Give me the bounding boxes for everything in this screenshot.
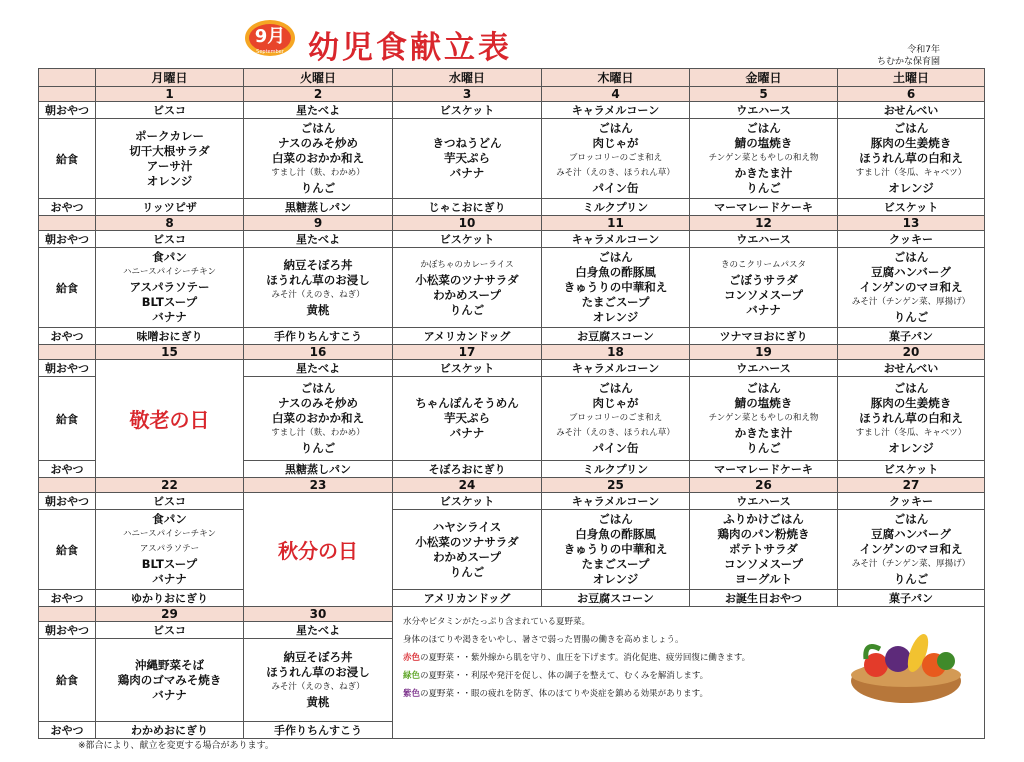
lunch-item: 白身魚の酢豚風 [575,527,656,541]
afternoon-snack-cell: ゆかりおにぎり [96,590,244,607]
note-text: の夏野菜・・利尿や発汗を促し、体の調子を整えて、むくみを解消します。 [420,671,709,681]
afternoon-snack-cell: お豆腐スコーン [542,590,690,607]
nursery-name: ちむかな保育園 [876,57,940,67]
row-label-snack: おやつ [39,722,96,739]
afternoon-snack-cell: ツナマヨおにぎり [690,328,838,345]
lunch-item: かきたま汁 [734,426,793,440]
row-label-snack: おやつ [39,461,96,478]
date-cell: 9 [244,216,393,231]
day-header: 土曜日 [838,69,985,87]
afternoon-snack-cell: そぼろおにぎり [393,461,542,478]
afternoon-snack-cell: ビスケット [838,199,985,216]
lunch-item: オレンジ [888,441,934,455]
day-header: 火曜日 [244,69,393,87]
lunch-item: ナスのみそ炒め [277,396,359,410]
lunch-item: 芋天ぷら [444,151,490,165]
date-cell: 1 [96,87,244,102]
date-cell: 23 [244,478,393,493]
lunch-cell [542,377,690,461]
note-text: 緑色 [403,671,421,681]
afternoon-snack-cell: 味噌おにぎり [96,328,244,345]
date-cell: 19 [690,345,838,360]
lunch-item: ごはん [598,381,633,395]
lunch-cell [542,248,690,328]
morning-snack-cell: ウエハース [690,493,838,510]
lunch-cell [838,248,985,328]
lunch-item: バナナ [449,166,485,180]
era-year: 令和7年 [907,45,940,55]
lunch-item: 豆腐ハンバーグ [871,265,951,279]
morning-snack-cell: 星たべよ [244,360,393,377]
lunch-item: オレンジ [592,310,639,324]
lunch-item: パイン缶 [592,181,639,195]
lunch-item: ナスのみそ炒め [277,136,359,150]
note-text: 身体のほてりや渇きをいやし、暑さで弱った胃腸の働きを高めましょう。 [403,635,684,645]
date-cell: 26 [690,478,838,493]
lunch-item: 黄桃 [306,695,330,709]
lunch-item: 納豆そぼろ丼 [283,257,353,272]
lunch-item: 納豆そぼろ丼 [283,650,353,664]
afternoon-snack-cell: 黒糖蒸しパン [244,461,393,478]
lunch-item: 切干大根サラダ [129,143,210,158]
lunch-item: 食パン [152,250,187,264]
morning-snack-cell: キャラメルコーン [542,102,690,119]
holiday-cell: 敬老の日 [96,360,244,478]
lunch-item: パイン缶 [592,441,639,455]
lunch-item: 肉じゃが [592,396,639,410]
row-label-morning: 朝おやつ [39,493,96,510]
date-cell: 17 [393,345,542,360]
lunch-item: インゲンのマヨ和え [859,542,963,556]
menu-table [38,68,985,739]
lunch-item: ごはん [893,512,929,526]
row-label-lunch: 給食 [39,248,96,328]
lunch-item: すまし汁（冬瓜、キャベツ） [855,168,967,178]
afternoon-snack-cell: お豆腐スコーン [542,328,690,345]
lunch-item: アーサ汁 [146,158,193,173]
lunch-item: バナナ [152,310,187,324]
lunch-item: オレンジ [146,173,193,188]
lunch-item: ふりかけごはん [723,512,804,526]
lunch-item: バナナ [152,687,187,702]
vegetable-basket-icon [846,619,966,709]
date-row-label [39,216,96,231]
lunch-item: きゅうりの中華和え [563,542,668,556]
morning-snack-cell: 星たべよ [244,622,393,639]
lunch-item: BLTスープ [141,295,198,309]
row-label-lunch: 給食 [39,510,96,590]
date-cell: 11 [542,216,690,231]
lunch-cell [96,510,244,590]
lunch-item: アスパラソテー [139,544,200,554]
afternoon-snack-cell: 手作りちんすこう [244,328,393,345]
date-row-label [39,87,96,102]
morning-snack-cell: ビスコ [96,622,244,639]
date-cell: 15 [96,345,244,360]
morning-snack-cell: 星たべよ [244,231,393,248]
lunch-item: ごはん [300,121,336,135]
lunch-item: ほうれん草のお浸し [266,665,370,679]
morning-snack-cell: ビスケット [393,102,542,119]
lunch-item: バナナ [152,572,187,586]
lunch-cell [96,119,244,199]
lunch-cell [393,248,542,328]
lunch-cell [244,639,393,722]
date-cell: 22 [96,478,244,493]
lunch-item: 白菜のおかか和え [272,151,364,165]
morning-snack-cell: ビスケット [393,360,542,377]
row-label-snack: おやつ [39,328,96,345]
lunch-item: 小松菜のツナサラダ [415,534,519,549]
header-meta [877,44,940,68]
lunch-item: チンゲン菜ともやしの和え物 [708,153,819,163]
lunch-cell [838,510,985,590]
lunch-item: オレンジ [592,572,639,586]
lunch-item: りんご [893,310,929,324]
lunch-cell [690,119,838,199]
lunch-item: ほうれん草のお浸し [266,272,370,287]
holiday-cell: 秋分の日 [244,493,393,607]
lunch-item: みそ汁（チンゲン菜、厚揚げ） [851,559,971,569]
lunch-item: 豚肉の生姜焼き [870,396,952,410]
page-title: 幼児食献立表 [308,30,512,66]
lunch-cell [96,248,244,328]
lunch-item: りんご [746,181,781,195]
date-cell: 12 [690,216,838,231]
lunch-item: ごぼうサラダ [729,272,798,287]
lunch-item: ほうれん草の白和え [859,151,963,165]
morning-snack-cell: ウエハース [690,102,838,119]
lunch-item: りんご [449,564,485,579]
lunch-item: ごはん [746,381,781,395]
morning-snack-cell: おせんべい [838,360,985,377]
note-text: 紫色 [403,689,421,699]
lunch-cell [838,119,985,199]
lunch-item: かぼちゃのカレーライス [420,259,514,270]
morning-snack-cell: キャラメルコーン [542,231,690,248]
row-label-snack: おやつ [39,199,96,216]
morning-snack-cell: ウエハース [690,231,838,248]
date-cell: 16 [244,345,393,360]
lunch-item: たまごスープ [581,557,650,571]
row-label-morning: 朝おやつ [39,102,96,119]
lunch-item: りんご [893,572,929,586]
lunch-item: わかめスープ [433,287,501,302]
date-row-label [39,607,96,622]
afternoon-snack-cell: わかめおにぎり [96,722,244,739]
lunch-item: ごはん [893,381,929,395]
lunch-item: すまし汁（麩、わかめ） [271,168,365,178]
lunch-item: 鯖の塩焼き [734,396,793,410]
afternoon-snack-cell: マーマレードケーキ [690,461,838,478]
lunch-item: ハニースパイシーチキン [123,267,216,277]
lunch-cell [542,119,690,199]
date-cell: 30 [244,607,393,622]
month-badge-sub: September [256,49,284,55]
nutrition-notes [393,607,985,739]
lunch-item: りんご [300,181,336,195]
lunch-item: ちゃんぽんそうめん [415,396,519,410]
lunch-item: 鶏肉のゴマみそ焼き [117,672,222,687]
afternoon-snack-cell: アメリカンドッグ [393,328,542,345]
note-text: の夏野菜・・紫外線から肌を守り、血圧を下げます。消化促進、疲労回復に働きます。 [420,653,751,663]
lunch-item: ごはん [746,121,781,135]
lunch-item: ごはん [598,121,633,135]
lunch-item: ポークカレー [135,128,204,143]
lunch-cell [690,248,838,328]
lunch-item: みそ汁（チンゲン菜、厚揚げ） [851,297,971,307]
lunch-item: 白身魚の酢豚風 [575,265,656,279]
lunch-item: ごはん [893,250,929,264]
lunch-item: ほうれん草の白和え [859,411,963,425]
morning-snack-cell: ウエハース [690,360,838,377]
lunch-item: オレンジ [888,181,934,195]
lunch-item: みそ汁（えのき、ほうれん草） [556,428,675,438]
afternoon-snack-cell: 菓子パン [838,328,985,345]
day-header: 月曜日 [96,69,244,87]
date-cell: 29 [96,607,244,622]
day-header: 木曜日 [542,69,690,87]
lunch-item: りんご [449,302,485,317]
date-cell: 13 [838,216,985,231]
lunch-item: バナナ [746,302,781,317]
date-cell: 4 [542,87,690,102]
lunch-item: ブロッコリーのごま和え [568,153,663,163]
lunch-cell [244,377,393,461]
lunch-item: ごはん [300,381,336,395]
date-cell: 3 [393,87,542,102]
lunch-item: みそ汁（えのき、ねぎ） [271,289,365,300]
date-cell: 2 [244,87,393,102]
footnote: ※都合により、献立を変更する場合があります。 [78,741,274,751]
lunch-item: きゅうりの中華和え [563,280,668,294]
lunch-item: りんご [746,441,781,455]
lunch-item: アスパラソテー [129,280,210,294]
lunch-item: 鶏肉のパン粉焼き [717,527,810,541]
morning-snack-cell: クッキー [838,231,985,248]
date-cell: 27 [838,478,985,493]
afternoon-snack-cell: マーマレードケーキ [690,199,838,216]
lunch-cell [393,377,542,461]
date-cell: 6 [838,87,985,102]
morning-snack-cell: 星たべよ [244,102,393,119]
lunch-item: きつねうどん [432,136,502,150]
lunch-cell [96,639,244,722]
date-cell: 25 [542,478,690,493]
date-cell: 8 [96,216,244,231]
note-text: 赤色 [403,653,421,663]
day-header: 水曜日 [393,69,542,87]
lunch-item: きのこクリームパスタ [720,259,806,270]
afternoon-snack-cell: 黒糖蒸しパン [244,199,393,216]
lunch-item: ハヤシライス [432,519,502,534]
lunch-cell [542,510,690,590]
morning-snack-cell: おせんべい [838,102,985,119]
day-header: 金曜日 [690,69,838,87]
date-cell: 10 [393,216,542,231]
lunch-item: わかめスープ [433,549,501,564]
lunch-item: ハニースパイシーチキン [123,529,216,539]
row-label-snack: おやつ [39,590,96,607]
lunch-item: ごはん [893,121,929,135]
lunch-item: りんご [300,441,336,455]
lunch-item: すまし汁（冬瓜、キャベツ） [855,428,967,438]
lunch-item: 白菜のおかか和え [272,411,364,425]
morning-snack-cell: ビスコ [96,493,244,510]
lunch-item: ポテトサラダ [729,542,798,556]
month-badge-icon [244,18,296,58]
lunch-cell [244,248,393,328]
morning-snack-cell: ビスコ [96,231,244,248]
morning-snack-cell: ビスケット [393,231,542,248]
afternoon-snack-cell: お誕生日おやつ [690,590,838,607]
afternoon-snack-cell: じゃこおにぎり [393,199,542,216]
lunch-item: ヨーグルト [734,572,793,586]
lunch-cell [393,119,542,199]
lunch-item: 豚肉の生姜焼き [870,136,952,150]
lunch-item: ごはん [598,250,633,264]
lunch-item: 芋天ぷら [444,411,490,425]
afternoon-snack-cell: アメリカンドッグ [393,590,542,607]
lunch-item: すまし汁（麩、わかめ） [271,428,365,438]
lunch-item: みそ汁（えのき、ねぎ） [271,682,365,692]
morning-snack-cell: クッキー [838,493,985,510]
lunch-cell [838,377,985,461]
lunch-item: 食パン [152,512,187,526]
row-label-lunch: 給食 [39,377,96,461]
morning-snack-cell: ビスコ [96,102,244,119]
lunch-cell [393,510,542,590]
row-label-morning: 朝おやつ [39,360,96,377]
lunch-item: 豆腐ハンバーグ [871,527,951,541]
lunch-item: 沖縄野菜そば [135,657,204,672]
date-cell: 18 [542,345,690,360]
month-badge-text: 9月 [254,26,286,47]
lunch-item: 鯖の塩焼き [734,136,793,150]
lunch-item: 小松菜のツナサラダ [415,272,519,287]
afternoon-snack-cell: リッツピザ [96,199,244,216]
lunch-item: ブロッコリーのごま和え [568,413,663,423]
date-cell: 24 [393,478,542,493]
corner-cell [39,69,96,87]
date-row-label [39,345,96,360]
lunch-item: 黄桃 [306,302,330,317]
afternoon-snack-cell: ビスケット [838,461,985,478]
lunch-item: みそ汁（えのき、ほうれん草） [556,168,675,178]
lunch-item: BLTスープ [141,557,198,571]
afternoon-snack-cell: 菓子パン [838,590,985,607]
morning-snack-cell: ビスケット [393,493,542,510]
row-label-morning: 朝おやつ [39,231,96,248]
morning-snack-cell: キャラメルコーン [542,360,690,377]
afternoon-snack-cell: ミルクプリン [542,199,690,216]
row-label-lunch: 給食 [39,119,96,199]
lunch-item: 肉じゃが [592,136,639,150]
lunch-item: コンソメスープ [723,287,804,302]
lunch-cell [244,119,393,199]
date-cell: 20 [838,345,985,360]
note-text: の夏野菜・・眼の疲れを防ぎ、体のほてりや炎症を鎮める効果があります。 [420,689,708,699]
date-row-label [39,478,96,493]
row-label-morning: 朝おやつ [39,622,96,639]
lunch-item: ごはん [598,512,633,526]
lunch-item: インゲンのマヨ和え [859,280,963,294]
note-text: 水分やビタミンがたっぷり含まれている夏野菜。 [403,617,591,627]
lunch-item: たまごスープ [581,295,650,309]
afternoon-snack-cell: 手作りちんすこう [244,722,393,739]
row-label-lunch: 給食 [39,639,96,722]
lunch-cell [690,510,838,590]
lunch-item: かきたま汁 [734,166,793,180]
morning-snack-cell: キャラメルコーン [542,493,690,510]
lunch-item: バナナ [449,426,485,440]
lunch-item: チンゲン菜ともやしの和え物 [708,413,819,423]
date-cell: 5 [690,87,838,102]
lunch-item: コンソメスープ [723,557,804,571]
afternoon-snack-cell: ミルクプリン [542,461,690,478]
lunch-cell [690,377,838,461]
